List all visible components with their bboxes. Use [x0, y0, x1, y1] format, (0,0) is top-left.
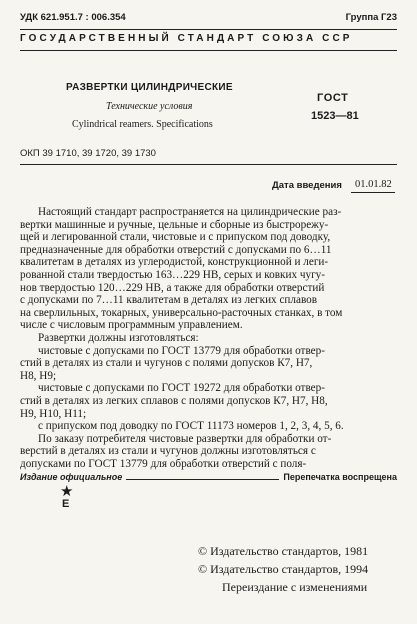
document-subtitle: Технические условия — [106, 101, 193, 112]
document-title-english: Cylindrical reamers. Specifications — [72, 119, 213, 130]
group-code: Группа Г23 — [345, 12, 397, 23]
reprint-prohibited-label: Перепечатка воспрещена — [279, 472, 397, 482]
body-line: Настоящий стандарт распространяется на цилиндрические раз- — [38, 206, 342, 218]
okp-codes: ОКП 39 1710, 39 1720, 39 1730 — [20, 148, 156, 159]
gost-label: ГОСТ — [317, 92, 349, 104]
body-line: По заказу потребителя чистовые развертки для обработки от- — [38, 432, 332, 445]
body-line: предназначенные для обработки отверстий с допусками по 6…11 — [20, 243, 332, 256]
okp-rule — [20, 164, 397, 165]
body-line: верстий в деталях из стали и чугунов должны изготовляться с — [20, 445, 316, 458]
udc-code: УДК 621.951.7 : 006.354 — [20, 12, 126, 23]
body-line: Н9, Н10, Н11; — [20, 407, 87, 420]
effective-date-label: Дата введения — [272, 180, 342, 191]
copyright-1981: © Издательство стандартов, 1981 — [198, 544, 369, 558]
state-standard-heading: ГОСУДАРСТВЕННЫЙ СТАНДАРТ СОЮЗА ССР — [20, 33, 353, 44]
body-line: Развертки должны изготовляться: — [38, 331, 199, 344]
star-icon: ★ — [60, 484, 74, 500]
body-line: числе с числовым программным управлением. — [20, 319, 243, 332]
body-line: стий в деталях из легких сплавов с полями допусков К7, Н7, Н8, — [20, 394, 328, 407]
body-line: квалитетам в деталях из углеродистой, конструкционной и леги- — [20, 256, 329, 269]
body-line: с допусками по 7…11 квалитетам в деталях из легких сплавов — [20, 294, 318, 307]
body-line: Н8, Н9; — [20, 369, 57, 382]
body-line: с припуском под доводку по ГОСТ 11173 номеров 1, 2, 3, 4, 5, 6. — [38, 420, 344, 433]
body-line: нов твердостью 120…229 НВ, а также для обработки отверстий — [20, 281, 325, 294]
standard-body — [20, 206, 400, 470]
official-edition-label: Издание официальное — [20, 472, 126, 482]
body-line: вертки машинные и ручные, цельные и сборные из быстрорежу- — [20, 218, 329, 231]
body-line: щей и легированной стали, чистовые и с припуском под доводку, — [20, 231, 331, 244]
body-line: чистовые с допусками по ГОСТ 13779 для обработки отвер- — [38, 344, 325, 357]
edition-letter: Е — [62, 498, 70, 510]
copyright-1994: © Издательство стандартов, 1994 — [198, 562, 369, 576]
document-title: РАЗВЕРТКИ ЦИЛИНДРИЧЕСКИЕ — [66, 82, 233, 93]
body-line: на сверлильных, токарных, универсально-расточных станках, в том — [20, 306, 343, 319]
body-line: чистовые с допусками по ГОСТ 19272 для обработки отвер- — [38, 382, 325, 395]
effective-date-underline — [351, 192, 395, 193]
body-line: стий в деталях из стали и чугунов с полями допусков К7, Н7, — [20, 357, 313, 370]
header-top-rule — [20, 29, 397, 30]
effective-date-value: 01.01.82 — [355, 179, 392, 190]
gost-number: 1523—81 — [311, 110, 359, 122]
body-line: допусками по ГОСТ 13779 для обработки отверстий с поля- — [20, 457, 307, 470]
reissue-note: Переиздание с изменениями — [222, 580, 368, 594]
header-bottom-rule — [20, 50, 397, 51]
body-line: рованной стали твердостью 163…229 НВ, серых и ковких чугу- — [20, 268, 325, 281]
